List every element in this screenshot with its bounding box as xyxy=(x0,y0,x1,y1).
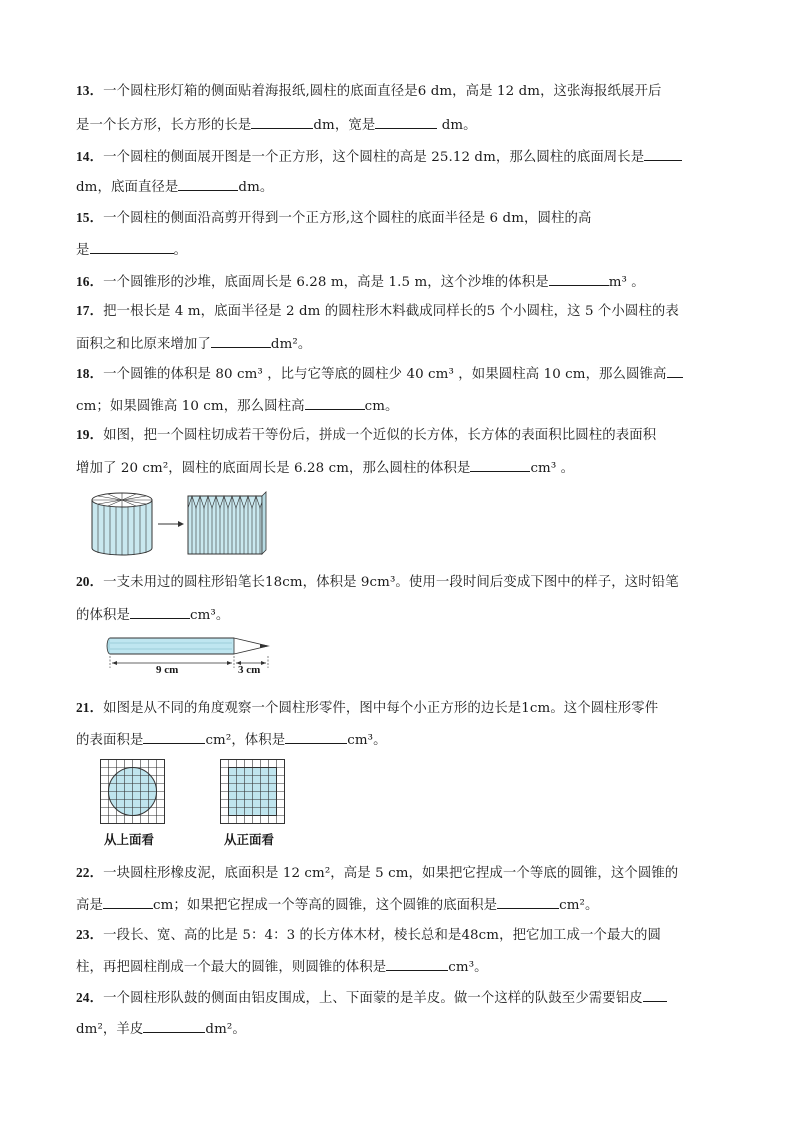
q19-line2: 增加了 20 cm²，圆柱的底面周长是 6.28 cm，那么圆柱的体积是 cm³ 。 xyxy=(76,458,574,478)
q20-number: 20． xyxy=(76,574,104,589)
q17-number: 17． xyxy=(76,303,104,318)
answer-blank[interactable] xyxy=(549,272,609,286)
answer-blank[interactable] xyxy=(103,895,153,909)
q18-line1: 18．一个圆锥的体积是 80 cm³ ，比与它等底的圆柱少 40 cm³ ，如果圆柱高 10 cm，那么圆锥高 xyxy=(76,364,683,384)
q24-line2: dm²，羊皮 dm²。 xyxy=(76,1019,246,1039)
top-view-caption: 从上面看 xyxy=(104,832,155,847)
top-view-grid xyxy=(100,759,166,825)
answer-blank[interactable] xyxy=(644,147,682,161)
q13-number: 13． xyxy=(76,83,104,98)
answer-blank[interactable] xyxy=(497,895,559,909)
answer-blank[interactable] xyxy=(143,1019,205,1033)
answer-blank[interactable] xyxy=(211,334,271,348)
q18-number: 18． xyxy=(76,366,104,381)
sliced-cylinder xyxy=(92,493,152,555)
q13-line1: 13．一个圆柱形灯箱的侧面贴着海报纸,圆柱的底面直径是6 dm，高是 12 dm，这张海报纸展开后 xyxy=(76,83,662,99)
q22-number: 22． xyxy=(76,865,104,880)
answer-blank[interactable] xyxy=(667,364,683,378)
answer-blank[interactable] xyxy=(386,957,448,971)
q21-line1: 21．如图是从不同的角度观察一个圆柱形零件，图中每个小正方形的边长是1cm。这个圆柱形零件 xyxy=(76,700,659,716)
cylinder-rearrange-figure xyxy=(88,490,268,558)
q22-line1: 22．一块圆柱形橡皮泥，底面积是 12 cm²，高是 5 cm，如果把它捏成一个等底的圆锥，这个圆锥的 xyxy=(76,865,679,881)
q14-line1: 14．一个圆柱的侧面展开图是一个正方形，这个圆柱的高是 25.12 dm，那么圆柱的底面周长是 xyxy=(76,147,682,167)
q16-number: 16． xyxy=(76,274,104,289)
answer-blank[interactable] xyxy=(305,396,365,410)
q23-line1: 23．一段长、宽、高的比是 5：4：3 的长方体木材，棱长总和是48cm，把它加工成一个最大的圆 xyxy=(76,927,661,943)
front-view-caption: 从正面看 xyxy=(224,832,275,847)
q14-number: 14． xyxy=(76,149,104,164)
q20-line1: 20．一支未用过的圆柱形铅笔长18cm，体积是 9cm³。使用一段时间后变成下图中的样子，这时铅笔 xyxy=(76,574,679,590)
q15-line1: 15．一个圆柱的侧面沿高剪开得到一个正方形,这个圆柱的底面半径是 6 dm，圆柱的高 xyxy=(76,210,592,226)
q24-line1: 24．一个圆柱形队鼓的侧面由铝皮围成，上、下面蒙的是羊皮。做一个这样的队鼓至少需要铝皮 xyxy=(76,988,667,1008)
answer-blank[interactable] xyxy=(130,605,190,619)
q18-line2: cm；如果圆锥高 10 cm，那么圆柱高 cm。 xyxy=(76,396,399,416)
pencil-figure xyxy=(104,634,280,682)
rearranged-cuboid xyxy=(188,492,266,554)
q14-line2: dm，底面直径是 dm。 xyxy=(76,177,273,197)
answer-blank[interactable] xyxy=(375,115,437,129)
answer-blank[interactable] xyxy=(90,240,174,254)
pencil-tip-label: 3 cm xyxy=(238,664,261,676)
q16-line1: 16．一个圆锥形的沙堆，底面周长是 6.28 m，高是 1.5 m，这个沙堆的体积是 m³ 。 xyxy=(76,274,645,290)
q17-line1: 17．把一根长是 4 m，底面半径是 2 dm 的圆柱形木料截成同样长的5 个小圆柱，这 5 个小圆柱的表 xyxy=(76,303,679,319)
answer-blank[interactable] xyxy=(643,988,667,1002)
q13-line2: 是一个长方形，长方形的长是 dm，宽是 dm。 xyxy=(76,115,477,135)
q19-line1: 19．如图，把一个圆柱切成若干等份后，拼成一个近似的长方体，长方体的表面积比圆柱的表面积 xyxy=(76,427,657,443)
q23-line2: 柱，再把圆柱削成一个最大的圆锥，则圆锥的体积是 cm³。 xyxy=(76,957,488,977)
q21-number: 21． xyxy=(76,700,104,715)
q22-line2: 高是 cm；如果把它捏成一个等高的圆锥，这个圆锥的底面积是 cm²。 xyxy=(76,895,599,915)
answer-blank[interactable] xyxy=(143,730,205,744)
answer-blank[interactable] xyxy=(178,177,238,191)
front-view-grid xyxy=(220,759,286,825)
q21-line2: 的表面积是 cm²，体积是 cm³。 xyxy=(76,730,387,750)
q24-number: 24． xyxy=(76,990,104,1005)
q19-number: 19． xyxy=(76,427,104,442)
q23-number: 23． xyxy=(76,927,104,942)
answer-blank[interactable] xyxy=(251,115,313,129)
q15-number: 15． xyxy=(76,210,104,225)
answer-blank[interactable] xyxy=(470,458,530,472)
answer-blank[interactable] xyxy=(285,730,347,744)
arrow xyxy=(158,521,184,527)
q15-line2: 是 。 xyxy=(76,240,187,260)
q17-line2: 面积之和比原来增加了 dm²。 xyxy=(76,334,311,354)
pencil-length-label: 9 cm xyxy=(156,664,179,676)
q20-line2: 的体积是 cm³。 xyxy=(76,605,229,625)
